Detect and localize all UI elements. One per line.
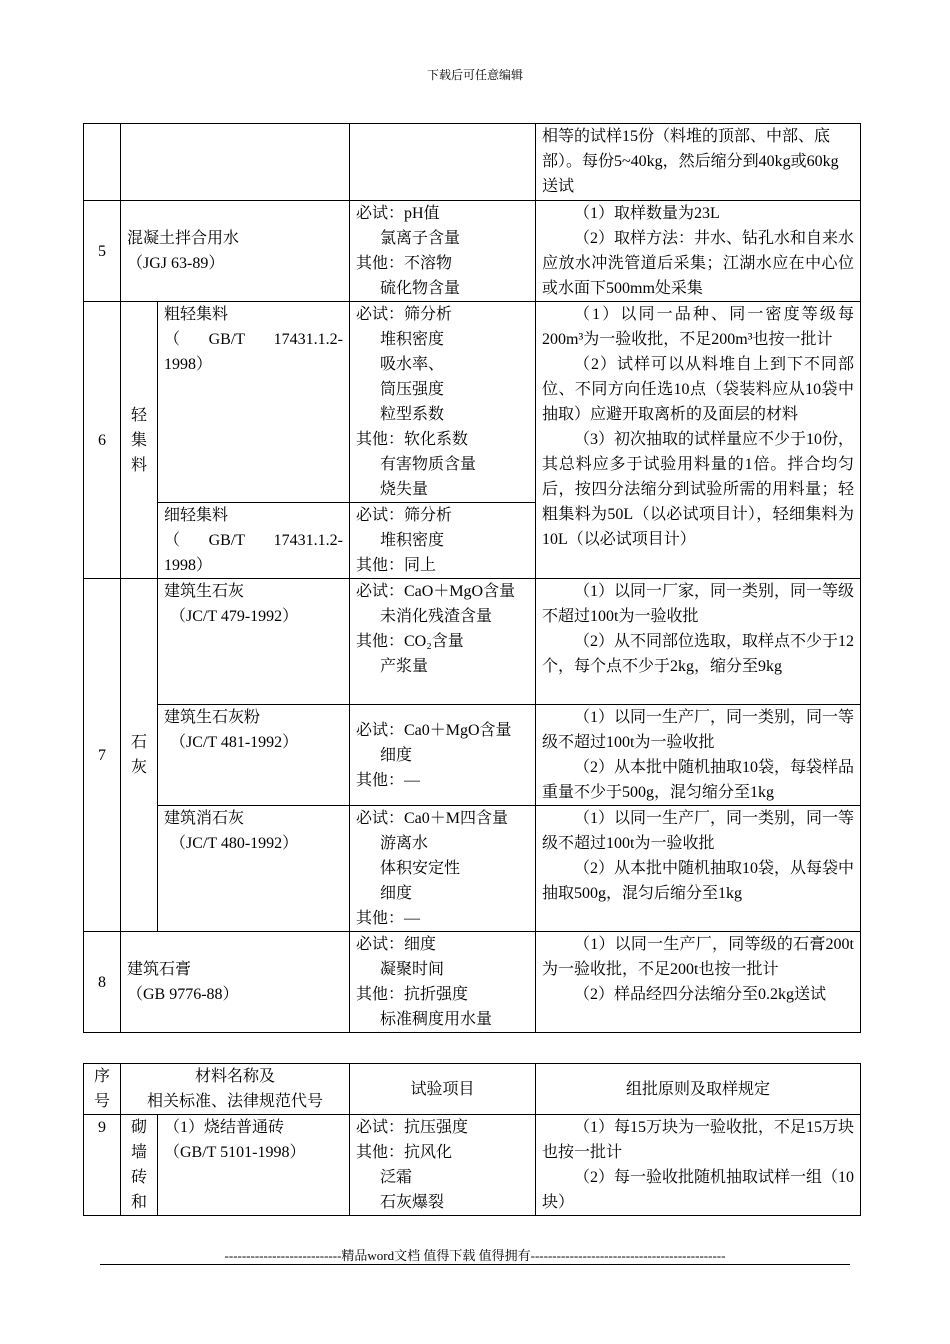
row-number: 5 <box>84 201 121 302</box>
test-item: 其他：抗折强度 <box>356 986 469 1003</box>
test-item: 细度 <box>380 885 413 902</box>
test-item: 未消化残渣含量 <box>380 608 493 625</box>
material-title: 混凝土拌合用水 <box>127 230 240 247</box>
cell-name <box>121 124 350 201</box>
material-title: 建筑消石灰 <box>164 810 245 827</box>
table-row-9 <box>84 1115 861 1216</box>
rule-paragraph: （1）以同一生产厂，同一类别，同一等级不超过100t为一验收批 <box>542 810 855 852</box>
test-item: 堆积密度 <box>380 331 445 348</box>
header-no <box>84 1064 121 1115</box>
test-item: 必试：抗压强度 <box>356 1119 469 1136</box>
std-part: GB/T <box>208 532 246 549</box>
sampling-rules <box>536 1115 861 1216</box>
footer-divider <box>100 1264 850 1265</box>
rule-paragraph: （3）初次抽取的试样量应不少于10份，其总料应多于试验用料量的1倍。拌合均匀后，按四分法缩分到试验所需的用料量；轻粗集料为50L（以必试项目计），轻细集料为10L（以必试项目计） <box>542 431 855 548</box>
material-standard <box>164 327 343 352</box>
material-group <box>121 579 158 932</box>
std-part: 1998） <box>164 356 213 373</box>
rule-paragraph: （2）从本批中随机抽取10袋，从每袋中抽取500g，混匀后缩分至1kg <box>542 860 855 902</box>
row-number: 7 <box>84 579 121 932</box>
test-item: 其他：不溶物 <box>356 255 453 272</box>
test-item: 堆积密度 <box>380 532 445 549</box>
test-item: 体积安定性 <box>380 860 461 877</box>
test-item: 其他：抗风化 <box>356 1144 453 1161</box>
rules-text: 相等的试样15份（料堆的顶部、中部、底部）。每份5~40kg，然后缩分到40kg或60kg送试 <box>542 128 839 195</box>
rule-paragraph: （1）以同一厂家，同一类别，同一等级不超过100t为一验收批 <box>542 583 855 625</box>
rule-paragraph: （2）样品经四分法缩分至0.2kg送试 <box>574 986 827 1003</box>
page-footer: ---------------------------精品word文档 值得下载 值得拥有--------------------------------------------- <box>224 1248 726 1263</box>
test-item: 筒压强度 <box>380 381 445 398</box>
group-label: 砌墙砖和 <box>131 1119 148 1211</box>
test-item: 其他：— <box>356 910 421 927</box>
test-item: 吸水率、 <box>380 356 445 373</box>
sampling-rules <box>536 302 861 579</box>
test-item: 凝聚时间 <box>380 961 445 978</box>
material-group <box>121 302 158 579</box>
material-standard: （JC/T 480-1992） <box>170 835 299 852</box>
header-rules: 组批原则及取样规定 <box>536 1064 861 1115</box>
sampling-table-continued <box>83 123 861 1033</box>
rule-paragraph: （2）从本批中随机抽取10袋，每袋样品重量不少于500g，混匀缩分至1kg <box>542 759 855 801</box>
test-item: 其他：— <box>356 771 421 789</box>
material-standard: （JC/T 481-1992） <box>170 734 299 751</box>
rule-paragraph: （2）从不同部位选取，取样点不少于12个，每个点不少于2kg，缩分至9kg <box>542 633 855 675</box>
test-item: 游离水 <box>380 835 429 852</box>
test-items <box>350 302 536 503</box>
cell-tests <box>350 124 536 201</box>
group-label: 石灰 <box>131 734 148 776</box>
test-item: 其他：同上 <box>356 557 437 574</box>
rule-paragraph: （1）每15万块为一验收批，不足15万块也按一批计 <box>542 1119 855 1161</box>
sampling-table-new <box>83 1063 861 1216</box>
table-row-7a <box>84 579 861 705</box>
header-text: 材料名称及 <box>195 1068 276 1085</box>
rule-paragraph: （2）每一验收批随机抽取试样一组（10块） <box>542 1169 855 1211</box>
material-title: 建筑生石灰粉 <box>164 709 261 726</box>
test-item: 有害物质含量 <box>380 456 477 473</box>
test-item: 其他：软化系数 <box>356 431 469 448</box>
test-item: 烧失量 <box>380 481 429 498</box>
sampling-rules <box>536 806 861 932</box>
material-title: 建筑石膏 <box>127 961 192 978</box>
test-items <box>350 503 536 579</box>
rule-paragraph: （1）取样数量为23L <box>574 205 720 222</box>
row-number: 8 <box>84 932 121 1033</box>
sampling-rules <box>536 705 861 806</box>
test-item: 必试：CaO＋MgO含量 <box>356 583 516 600</box>
test-item: 石灰爆裂 <box>380 1194 445 1211</box>
material-name <box>158 705 350 806</box>
rule-paragraph: （2）取样方法：井水、钻孔水和自来水应放水冲洗管道后采集；江湖水应在中心位或水面下500mm处采集 <box>542 230 855 297</box>
material-name <box>158 1115 350 1216</box>
page-header: 下载后可任意编辑 <box>426 68 523 82</box>
cell-rules <box>536 124 861 201</box>
row-number: 9 <box>84 1115 121 1216</box>
test-item: 其他：CO₂含量 <box>356 633 464 650</box>
material-name <box>158 302 350 503</box>
material-standard: （GB/T 5101-1998） <box>164 1144 306 1161</box>
table-row-7b <box>84 705 861 806</box>
cell-no <box>84 124 121 201</box>
rule-paragraph: （1）以同一生产厂，同一类别，同一等级不超过100t为一验收批 <box>542 709 855 751</box>
sampling-rules <box>536 579 861 705</box>
test-item: 必试：筛分析 <box>356 306 453 323</box>
test-item: 必试：pH值 <box>356 205 440 222</box>
std-part: 17431.1.2- <box>273 532 343 549</box>
material-name <box>158 579 350 705</box>
header-text: 相关标准、法律规范代号 <box>147 1093 324 1110</box>
material-standard: （JC/T 479-1992） <box>170 608 299 625</box>
test-item: 必试：筛分析 <box>356 507 453 524</box>
test-item: 泛霜 <box>380 1169 413 1186</box>
header-material <box>121 1064 350 1115</box>
test-items <box>350 201 536 302</box>
header-tests: 试验项目 <box>350 1064 536 1115</box>
header-text: 序 <box>93 1068 110 1085</box>
test-item: 产浆量 <box>380 658 429 675</box>
material-name <box>158 503 350 579</box>
test-items <box>350 705 536 806</box>
group-label: 轻集料 <box>131 406 148 474</box>
sampling-rules <box>536 932 861 1033</box>
material-standard: （GB 9776-88） <box>127 986 239 1003</box>
test-items <box>350 1115 536 1216</box>
row-number: 6 <box>84 302 121 579</box>
table-row-6a <box>84 302 861 503</box>
std-part: 1998） <box>164 557 213 574</box>
material-name <box>121 201 350 302</box>
rule-paragraph: （1）以同一生产厂，同等级的石膏200t为一验收批，不足200t也按一批计 <box>542 936 854 978</box>
sampling-rules <box>536 201 861 302</box>
test-item: 氯离子含量 <box>380 230 461 247</box>
test-item: 细度 <box>380 746 413 764</box>
test-items <box>350 932 536 1033</box>
material-name <box>121 932 350 1033</box>
test-items <box>350 579 536 705</box>
material-group <box>121 1115 158 1216</box>
rule-paragraph: （1）以同一品种、同一密度等级每200m³为一验收批，不足200m³也按一批计 <box>542 306 854 348</box>
test-item: 硫化物含量 <box>380 280 461 297</box>
test-item: 必试：Ca0＋MgO含量 <box>356 721 512 739</box>
std-part: 17431.1.2- <box>273 331 343 348</box>
test-items <box>350 806 536 932</box>
test-item: 必试：Ca0＋M四含量 <box>356 810 509 827</box>
material-title: 细轻集料 <box>164 507 229 524</box>
test-item: 粒型系数 <box>380 406 445 423</box>
material-title: 粗轻集料 <box>164 306 229 323</box>
std-part: （ <box>164 331 181 348</box>
material-title: （1）烧结普通砖 <box>164 1119 285 1136</box>
header-text: 号 <box>93 1093 110 1110</box>
table-row-continuation <box>84 124 861 201</box>
table-row-7c <box>84 806 861 932</box>
table-row-5 <box>84 201 861 302</box>
material-name <box>158 806 350 932</box>
material-standard: （JGJ 63-89） <box>127 255 225 272</box>
table-header-row <box>84 1064 861 1115</box>
material-title: 建筑生石灰 <box>164 583 245 600</box>
material-standard <box>164 528 343 553</box>
test-item: 标准稠度用水量 <box>380 1011 493 1028</box>
table-row-8 <box>84 932 861 1033</box>
rule-paragraph: （2）试样可以从料堆自上到下不同部位、不同方向任选10点（袋装料应从10袋中抽取）应避开取离析的及面层的材料 <box>542 356 854 423</box>
std-part: GB/T <box>208 331 246 348</box>
std-part: （ <box>164 532 181 549</box>
test-item: 必试：细度 <box>356 936 437 953</box>
